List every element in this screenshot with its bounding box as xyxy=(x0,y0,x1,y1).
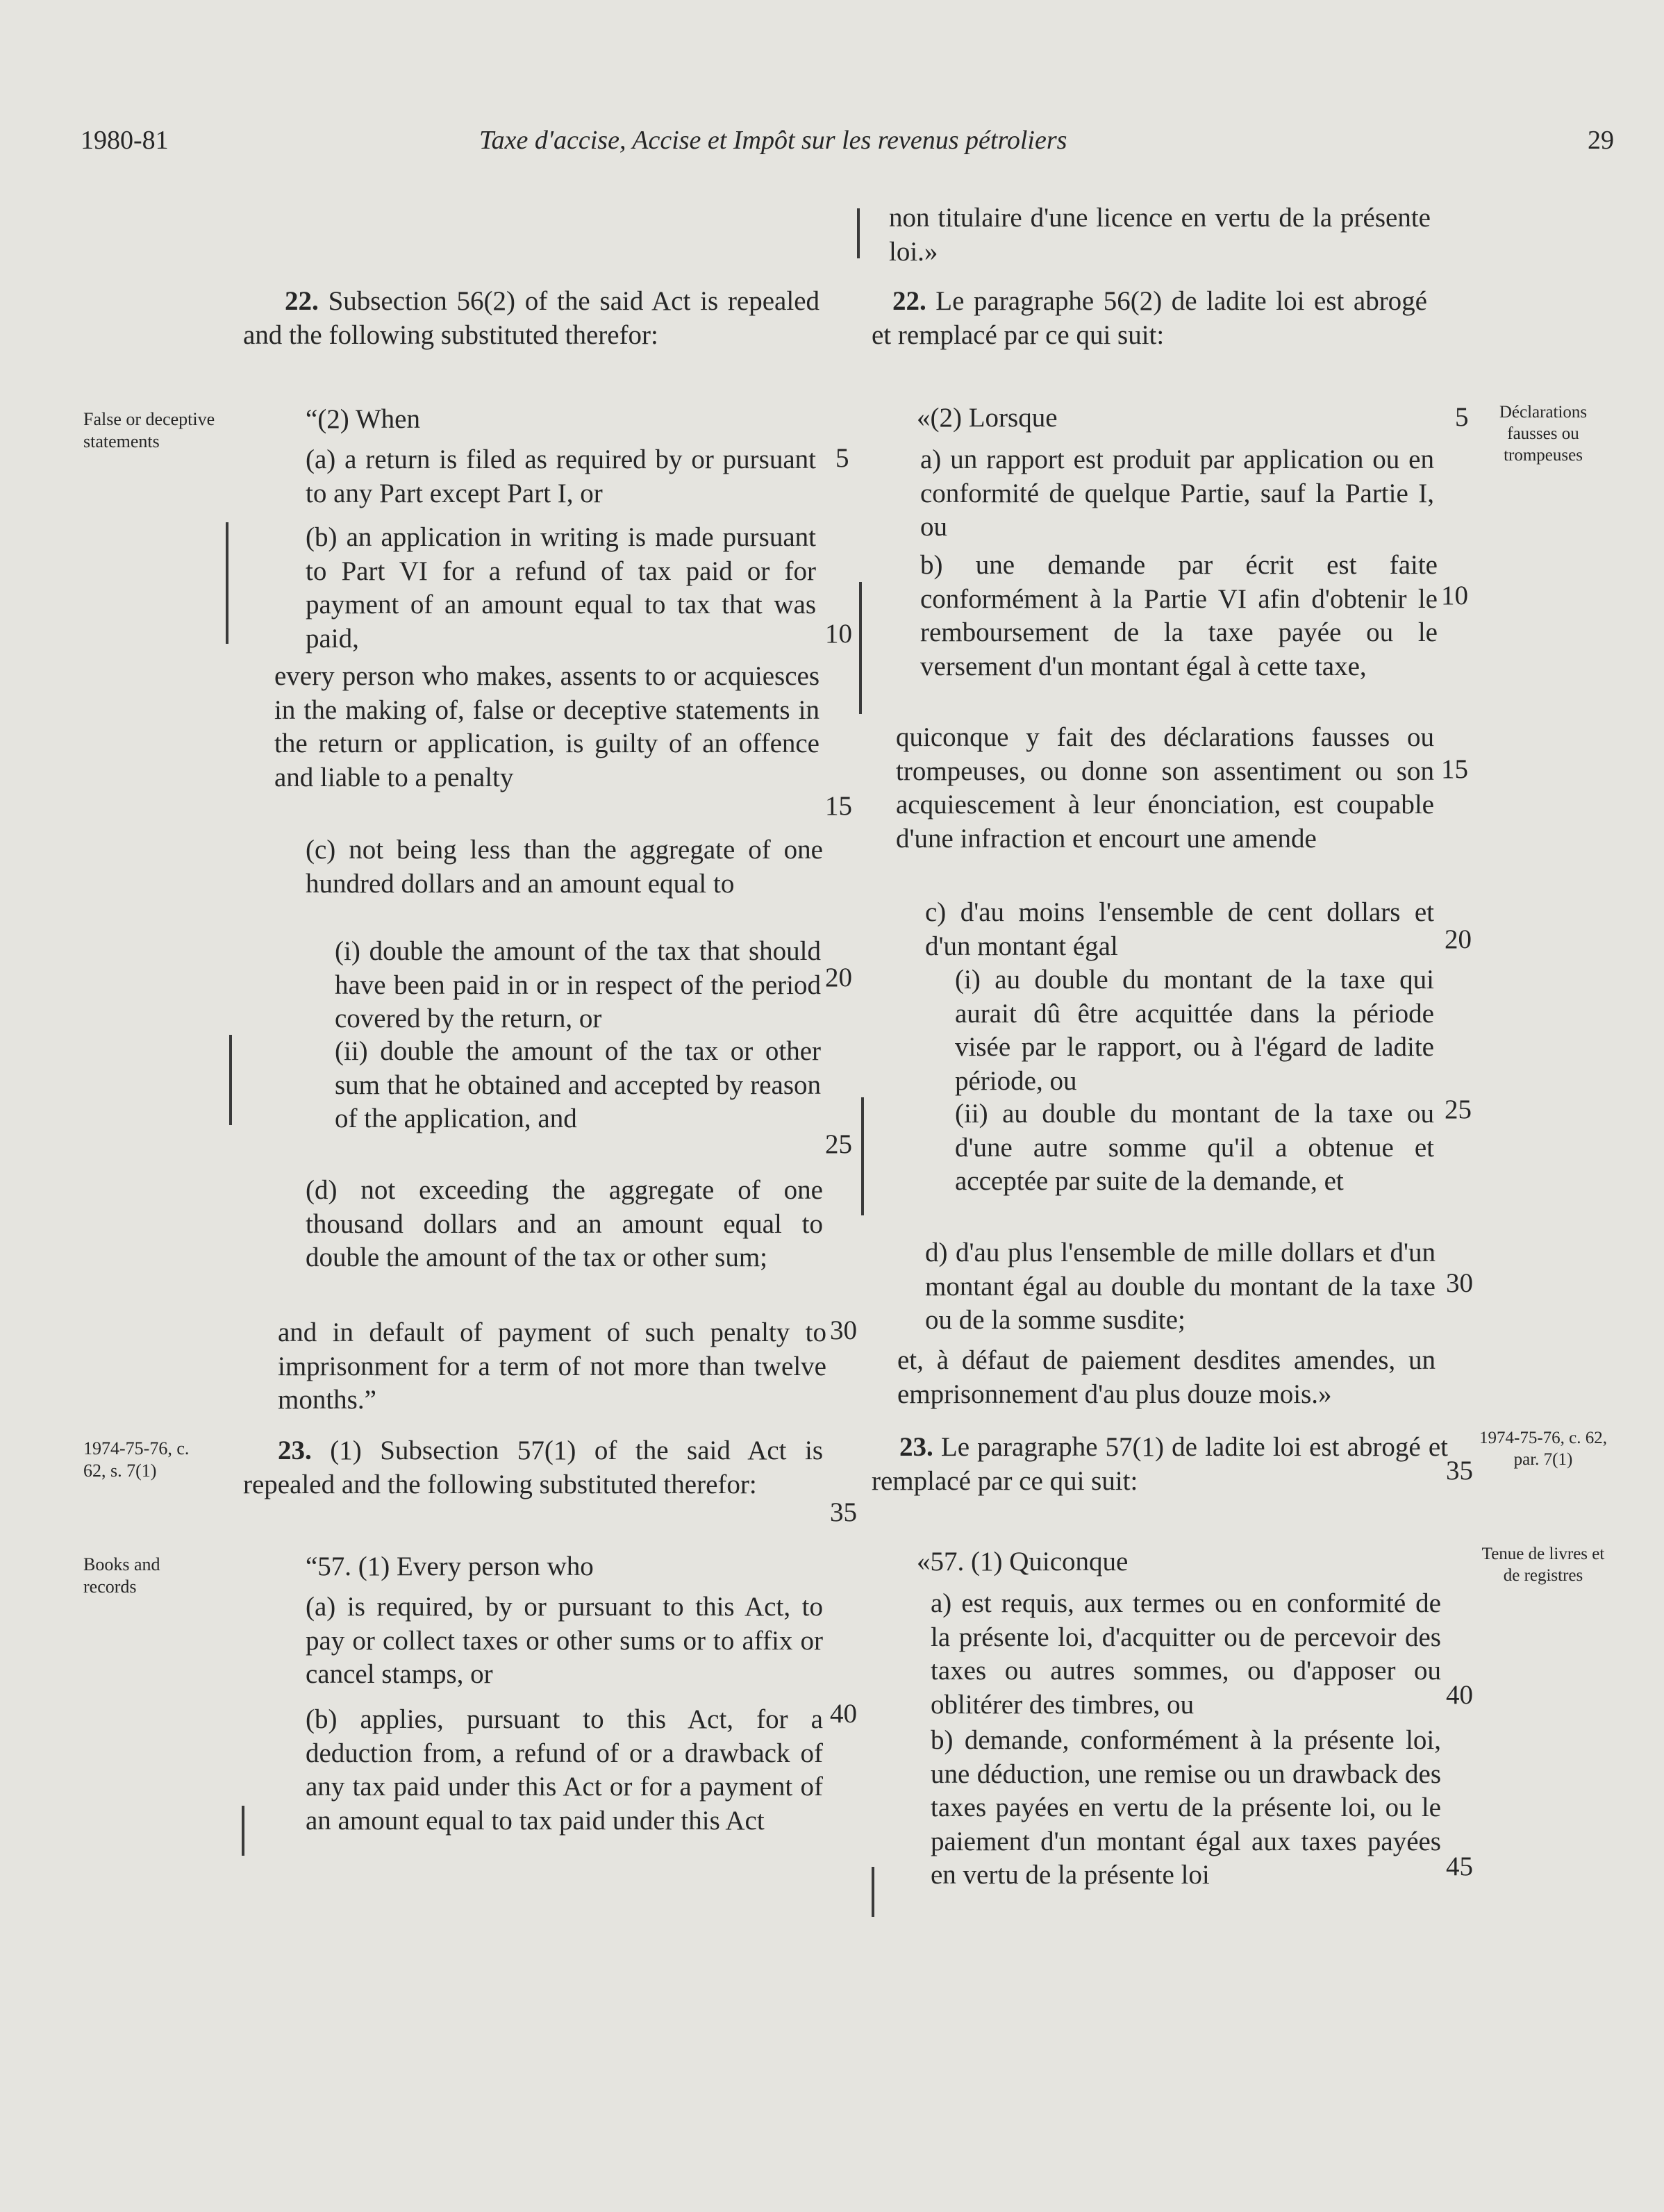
clause-2: “(2) When xyxy=(306,404,420,434)
margin-note-fausses: Déclarations fausses ou trompeuses xyxy=(1499,403,1588,465)
margin-note-citation-fr: 1974-75-76, c. 62, par. 7(1) xyxy=(1479,1429,1607,1469)
english-s22-every xyxy=(274,660,819,795)
section-intro: (1) Subsection 57(1) of the said Act is repealed and the following substituted therefor: xyxy=(243,1436,824,1499)
line-number: 25 xyxy=(825,1129,852,1159)
revision-bar xyxy=(226,522,228,644)
line-number: 40 xyxy=(1446,1680,1473,1710)
para-b: b) une demande par écrit est faite conformément à la Partie VI afin d'obtenir le remboursement de la taxe payée ou le versement d'un montant égal à cette taxe, xyxy=(920,550,1438,681)
para-default: and in default of payment of such penalty to imprisonment for a term of not more than twelve months.” xyxy=(278,1317,826,1415)
margin-note-false-statements: False or deceptive statements xyxy=(83,409,215,451)
para-c: c) d'au moins l'ensemble de cent dollars et d'un montant égal xyxy=(925,897,1434,961)
english-s22-c xyxy=(306,833,823,901)
section-number: 22. xyxy=(285,286,319,316)
revision-bar xyxy=(242,1806,244,1856)
para-c-ii: (ii) double the amount of the tax or other sum that he obtained and accepted by reason of the application, and xyxy=(335,1036,821,1133)
clause-2: «(2) Lorsque xyxy=(917,403,1058,433)
section-intro: Subsection 56(2) of the said Act is repealed and the following substituted therefor: xyxy=(243,286,820,350)
para-b: (b) an application in writing is made pursuant to Part VI for a refund of tax paid or for payment of an amount equal to tax that was paid, xyxy=(306,522,816,654)
section-intro: Le paragraphe 57(1) de ladite loi est abrogé et remplacé par ce qui suit: xyxy=(872,1432,1448,1496)
french-s22-2 xyxy=(917,401,1403,435)
para-a: (a) is required, by or pursuant to this Act, to pay or collect taxes or other sums or to affix or cancel stamps, or xyxy=(306,1592,823,1689)
line-number: 10 xyxy=(1441,581,1468,610)
line-number: 35 xyxy=(1446,1456,1473,1486)
para-default: et, à défaut de paiement desdites amendes, un emprisonnement d'au plus douze mois.» xyxy=(897,1345,1436,1409)
english-s23-57 xyxy=(306,1550,819,1584)
english-s22-b xyxy=(306,521,816,656)
english-s22-a xyxy=(306,443,816,510)
para-a: (a) a return is filed as required by or pursuant to any Part except Part I, or xyxy=(306,444,816,508)
revision-bar xyxy=(861,1097,864,1215)
para-quiconque: quiconque y fait des déclarations fausses ou trompeuses, ou donne son assentiment ou son acquiescement à leur énonciation, est coupable d'une infraction et encourt une amende xyxy=(896,722,1434,854)
english-s22-intro xyxy=(243,285,819,352)
line-number: 40 xyxy=(830,1699,857,1729)
french-s22-c-i xyxy=(955,963,1434,1098)
clause-57: «57. (1) Quiconque xyxy=(917,1547,1129,1577)
para-c-ii: (ii) au double du montant de la taxe ou d'une autre somme qu'il a obtenue et acceptée par suite de la demande, et xyxy=(955,1099,1434,1196)
continued-text: non titulaire d'une licence en vertu de la présente loi.» xyxy=(889,203,1431,267)
line-number: 30 xyxy=(1446,1268,1473,1298)
running-title: Taxe d'accise, Accise et Impôt sur les revenus pétroliers xyxy=(479,126,1067,155)
french-s22-intro xyxy=(872,285,1427,352)
french-s22-c-ii xyxy=(955,1097,1434,1199)
margin-note-books-en: Books and records xyxy=(83,1554,160,1597)
para-c-i: (i) double the amount of the tax that should have been paid in or in respect of the period covered by the return, or xyxy=(335,936,821,1033)
line-number: 10 xyxy=(825,619,852,649)
line-number: 35 xyxy=(830,1497,857,1527)
section-intro: Le paragraphe 56(2) de ladite loi est abrogé et remplacé par ce qui suit: xyxy=(872,286,1427,350)
line-number: 5 xyxy=(1455,402,1469,432)
revision-bar xyxy=(859,582,862,714)
para-every-person: every person who makes, assents to or acquiesces in the making of, false or deceptive statements in the return or application, is guilty of an offence and liable to a penalty xyxy=(274,661,819,792)
section-number: 23. xyxy=(278,1436,312,1465)
french-s22-d xyxy=(925,1236,1436,1338)
french-s23-b xyxy=(931,1724,1441,1893)
revision-bar xyxy=(857,208,860,258)
french-s22-a xyxy=(920,443,1434,544)
para-b: b) demande, conformément à la présente loi, une déduction, une remise ou un drawback des taxes payées en vertu de la présente loi, ou le paiement d'un montant égal aux taxes payées en vertu de la présente loi xyxy=(931,1725,1441,1890)
line-number: 20 xyxy=(825,963,852,992)
margin-note-citation-en: 1974-75-76, c. 62, s. 7(1) xyxy=(83,1438,190,1481)
section-number: 23. xyxy=(899,1432,933,1462)
english-s22-default xyxy=(278,1316,826,1417)
line-number: 15 xyxy=(1441,754,1468,784)
line-number: 15 xyxy=(825,791,852,821)
revision-bar xyxy=(229,1035,232,1125)
para-d: (d) not exceeding the aggregate of one thousand dollars and an amount equal to double the amount of the tax or other sum; xyxy=(306,1175,823,1272)
line-number: 20 xyxy=(1445,924,1472,954)
english-s23-intro xyxy=(243,1434,823,1502)
english-s23-b xyxy=(306,1703,823,1838)
english-s22-body xyxy=(306,403,813,437)
para-a: a) est requis, aux termes ou en conformité de la présente loi, d'acquitter ou de percevoir des taxes ou autres sommes, ou d'apposer ou oblitérer des timbres, ou xyxy=(931,1588,1441,1720)
margin-note-books-fr: Tenue de livres et de registres xyxy=(1481,1545,1605,1585)
section-number: 22. xyxy=(892,286,926,316)
french-top-text xyxy=(889,201,1431,269)
para-d: d) d'au plus l'ensemble de mille dollars et d'un montant égal au double du montant de la taxe ou de la somme susdite; xyxy=(925,1238,1436,1335)
line-number: 25 xyxy=(1445,1095,1472,1124)
para-c-i: (i) au double du montant de la taxe qui aurait dû être acquittée dans la période visée par le rapport, ou à l'égard de ladite période, ou xyxy=(955,965,1434,1096)
line-number: 5 xyxy=(835,443,849,473)
para-a: a) un rapport est produit par application ou en conformité de quelque Partie, sauf la Partie I, ou xyxy=(920,444,1434,542)
french-s22-default xyxy=(897,1344,1436,1411)
clause-57: “57. (1) Every person who xyxy=(306,1552,594,1581)
english-s23-a xyxy=(306,1590,823,1692)
french-s22-b xyxy=(920,549,1438,683)
line-number: 30 xyxy=(830,1315,857,1345)
french-s23-a xyxy=(931,1587,1441,1722)
year-header: 1980-81 xyxy=(81,126,169,155)
english-s22-c-ii xyxy=(335,1035,821,1136)
french-s22-c xyxy=(925,896,1434,963)
english-s22-c-i xyxy=(335,935,821,1036)
page-number: 29 xyxy=(1588,126,1614,155)
french-s22-quiconque xyxy=(896,721,1434,856)
english-s22-d xyxy=(306,1174,823,1275)
revision-bar xyxy=(872,1867,874,1917)
french-s23-intro xyxy=(872,1431,1448,1498)
para-c: (c) not being less than the aggregate of one hundred dollars and an amount equal to xyxy=(306,835,823,899)
para-b: (b) applies, pursuant to this Act, for a deduction from, a refund of or a drawback of any tax paid under this Act or for a payment of an amount equal to tax paid under this Act xyxy=(306,1704,823,1836)
line-number: 45 xyxy=(1446,1852,1473,1881)
french-s23-57 xyxy=(917,1545,1403,1579)
